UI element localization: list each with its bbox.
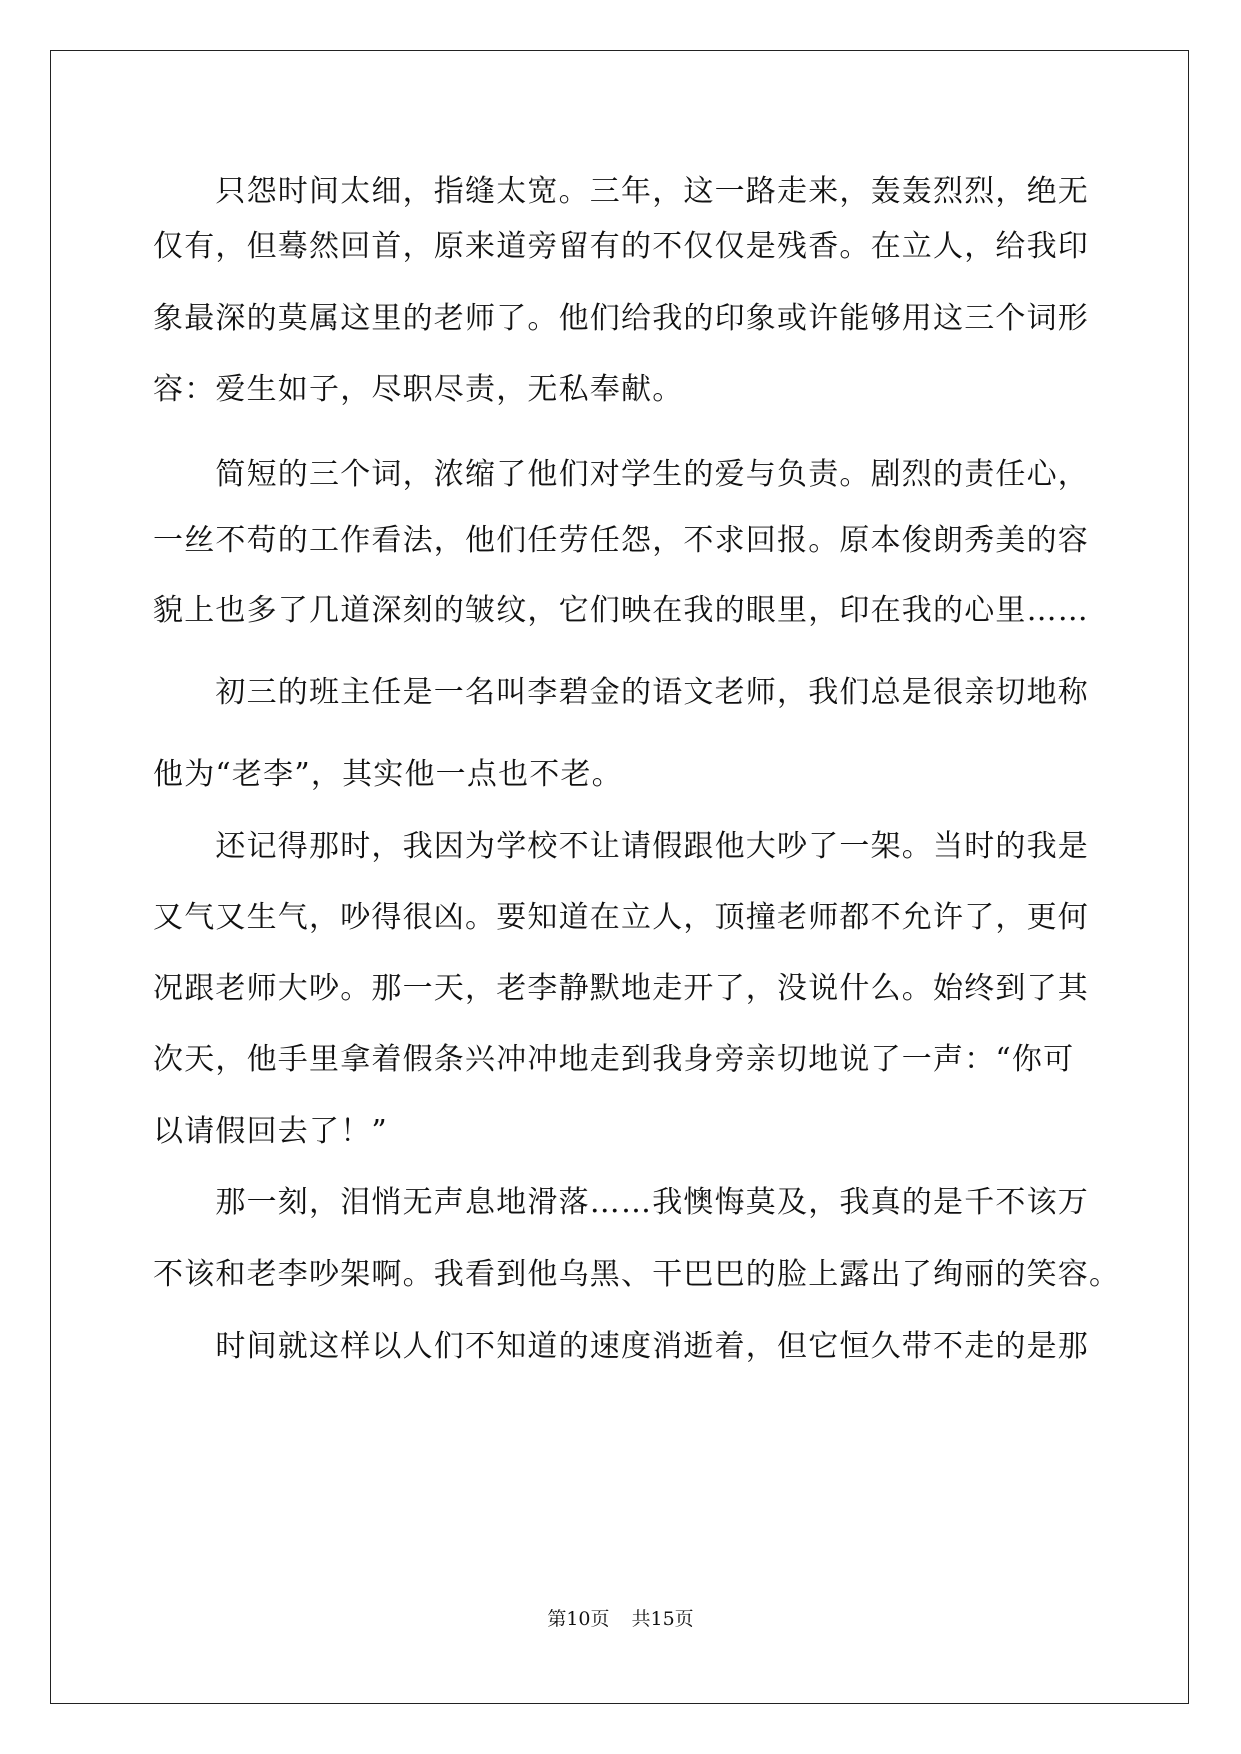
text-line: 他为“老李”，其实他一点也不老。 (153, 757, 623, 792)
text-line: 简短的三个词，浓缩了他们对学生的爱与负责。剧烈的责任心， (153, 457, 1089, 492)
text-line: 一丝不苟的工作看法，他们任劳任怨，不求回报。原本俊朗秀美的容 (153, 523, 1089, 558)
text-line: 仅有，但蓦然回首，原来道旁留有的不仅仅是残香。在立人，给我印 (153, 229, 1089, 264)
text-line: 次天，他手里拿着假条兴冲冲地走到我身旁亲切地说了一声：“你可 (153, 1042, 1075, 1077)
text-line: 那一刻，泪悄无声息地滑落……我懊悔莫及，我真的是千不该万 (153, 1185, 1089, 1220)
text-line: 况跟老师大吵。那一天，老李静默地走开了，没说什么。始终到了其 (153, 971, 1089, 1006)
text-line: 不该和老李吵架啊。我看到他乌黑、干巴巴的脸上露出了绚丽的笑容。 (153, 1257, 1121, 1292)
page-footer (0, 1606, 1241, 1632)
text-line: 又气又生气，吵得很凶。要知道在立人，顶撞老师都不允许了，更何 (153, 900, 1089, 935)
text-line: 时间就这样以人们不知道的速度消逝着，但它恒久带不走的是那 (153, 1329, 1089, 1364)
text-line: 初三的班主任是一名叫李碧金的语文老师，我们总是很亲切地称 (153, 675, 1089, 710)
text-line: 貌上也多了几道深刻的皱纹，它们映在我的眼里，印在我的心里…… (153, 593, 1089, 628)
text-line: 以请假回去了！” (153, 1114, 388, 1149)
text-line: 只怨时间太细，指缝太宽。三年，这一路走来，轰轰烈烈，绝无 (153, 174, 1089, 209)
page-total: 共15页 (631, 1608, 694, 1630)
text-line: 象最深的莫属这里的老师了。他们给我的印象或许能够用这三个词形 (153, 301, 1089, 336)
text-line: 还记得那时，我因为学校不让请假跟他大吵了一架。当时的我是 (153, 829, 1089, 864)
text-line: 容：爱生如子，尽职尽责，无私奉献。 (153, 372, 684, 407)
page-number: 第10页 (547, 1608, 610, 1630)
